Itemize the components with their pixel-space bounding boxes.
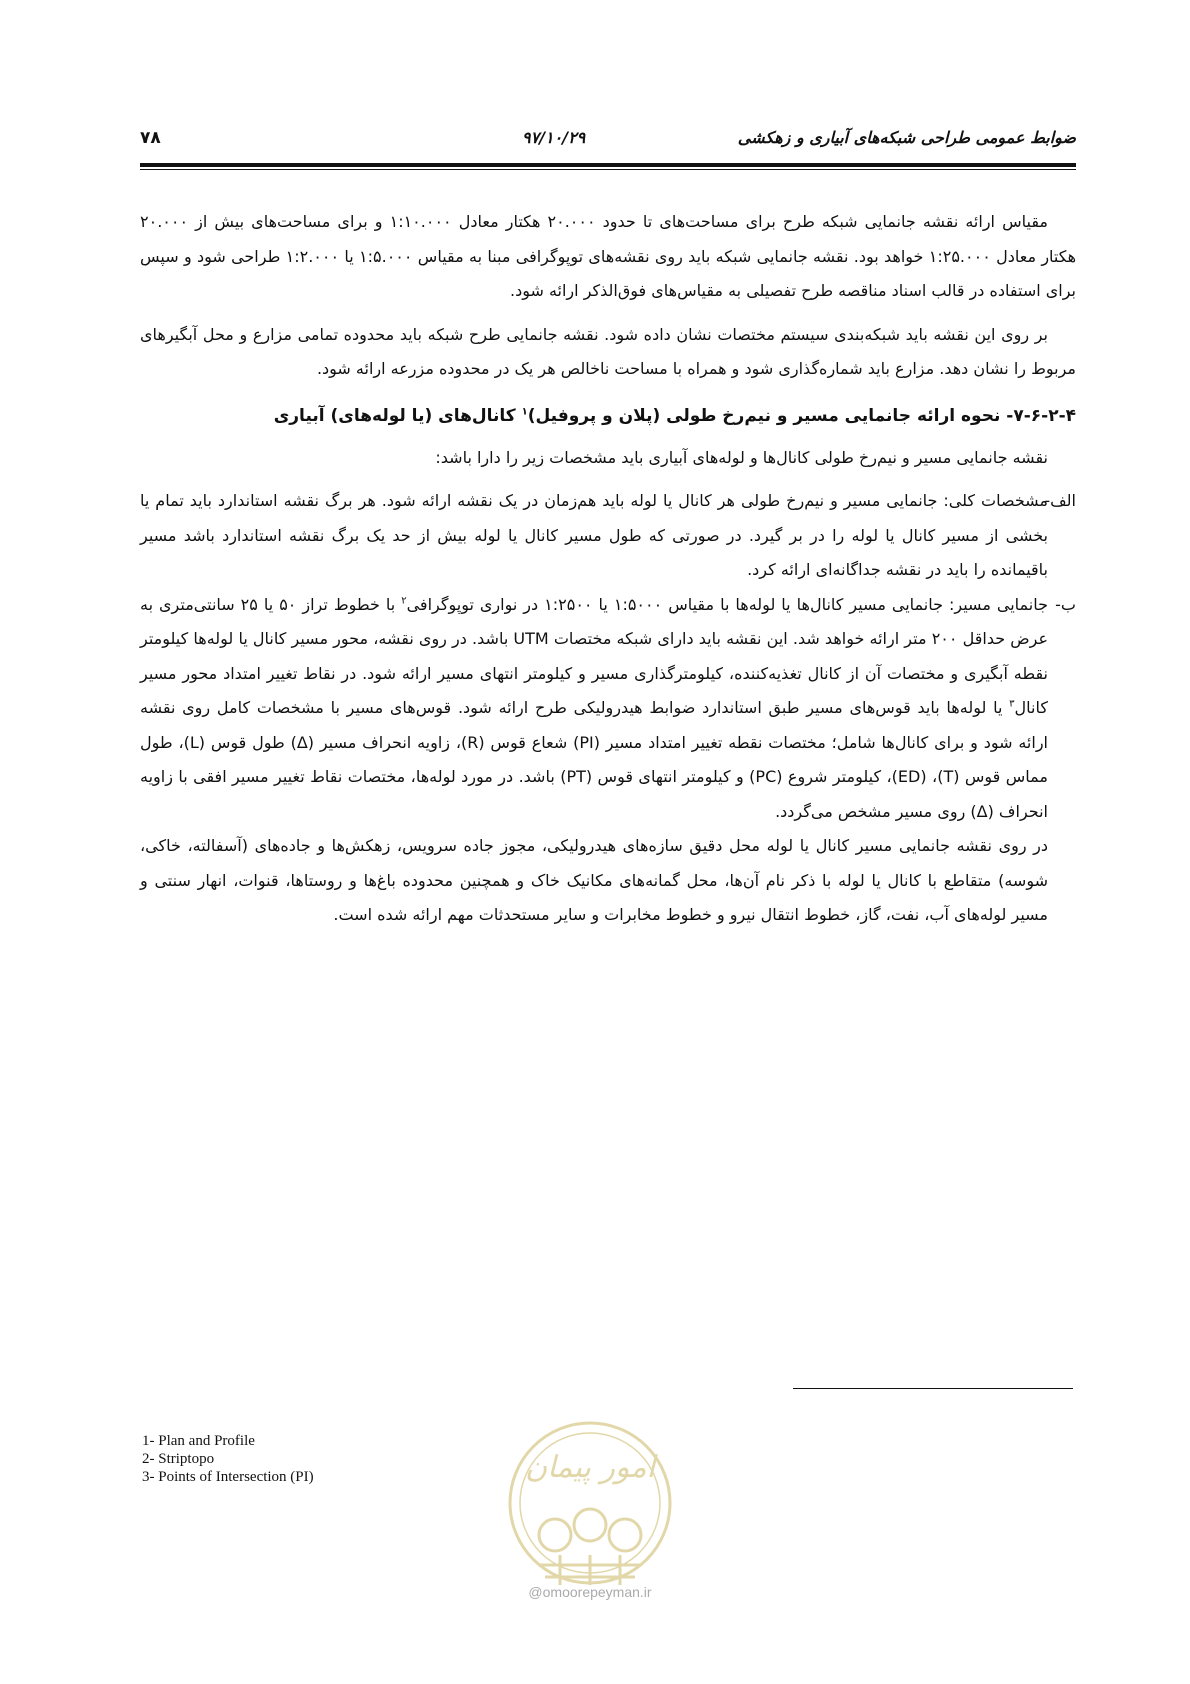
paragraph-features: [140, 829, 1076, 933]
page-number: ۷۸: [140, 128, 161, 148]
watermark-site: @omoorepeyman.ir: [528, 1584, 652, 1600]
footnote-2: 2- Striptopo: [142, 1451, 215, 1467]
paragraph-features-text: در روی نقشه جانمایی مسیر کانال یا لوله محل دقیق سازه‌های هیدرولیکی، مجوز جاده سرویس، زهکش‌ها و جاده‌های (آسفالته، خاکی، شوسه) متقاطع با کانال یا لوله با ذکر نام آن‌ها، محل گمانه‌های مکانیک خاک و همچنین محدوده باغ‌ها و روستاها، قنوات، انهار سنتی و مسیر لوله‌های آب، نفت، گاز، خطوط انتقال نیرو و خطوط مخابرات و سایر مستحدثات مهم ارائه شده است.: [140, 836, 1048, 924]
header-date: ۹۷/۱۰/۲۹: [522, 128, 586, 147]
section-heading-text: ۷-۶-۲-۴- نحوه ارائه جانمایی مسیر و نیم‌رخ طولی (پلان و پروفیل): [527, 405, 1076, 426]
header-title: ضوابط عمومی طراحی شبکه‌های آبیاری و زهکشی: [737, 128, 1076, 147]
paragraph-intro: نقشه جانمایی مسیر و نیم‌رخ طولی کانال‌ها و لوله‌های آبیاری باید مشخصات زیر را دارا باشد:: [435, 447, 1048, 467]
paragraph-grid: بر روی این نقشه باید شبکه‌بندی سیستم مختصات نشان داده شود. نقشه جانمایی طرح شبکه باید محدوده تمامی مزارع و محل آبگیرهای مربوط را نشان دهد. مزارع باید شماره‌گذاری شود و همراه با مساحت ناخالص هر یک در محدوده مزرعه ارائه شود.: [140, 324, 1076, 378]
section-heading: [140, 399, 1076, 433]
list-marker-b: ب-: [1055, 594, 1076, 614]
list-item-route-text-1: جانمایی مسیر: جانمایی مسیر کانال‌ها یا لوله‌ها با مقیاس ۱:۵۰۰۰ یا ۱:۲۵۰۰ در نواری توپوگرافی: [406, 594, 1049, 614]
section-heading-tail: کانال‌های (یا لوله‌های) آبیاری: [273, 405, 522, 426]
main-content: [140, 205, 1076, 933]
list-item-route-text-3: یا لوله‌ها باید قوس‌های مسیر طبق استاندارد ضوابط هیدرولیکی طرح ارائه شود. قوس‌های مسیر با مشخصات کامل روی نقشه ارائه شود و برای کانال‌ها شامل؛ مختصات نقطه تغییر امتداد مسیر (PI) شعاع قوس (R)، زاویه انحراف مسیر (Δ) طول قوس (L)، طول مماس قوس (T)، (ED)، کیلومتر شروع (PC) و کیلومتر انتهای قوس (PT) باشد. در مورد لوله‌ها، مختصات نقاط تغییر مسیر افقی با زاویه انحراف (Δ) روی مسیر مشخص می‌گردد.: [140, 698, 1048, 821]
footnote-1: 1- Plan and Profile: [142, 1433, 255, 1449]
svg-text:امور پیمان: امور پیمان: [525, 1450, 655, 1485]
paragraph-scale: مقیاس ارائه نقشه جانمایی شبکه طرح برای مساحت‌های تا حدود ۲۰.۰۰۰ هکتار معادل ۱:۱۰.۰۰۰ و برای مساحت‌های بیش از ۲۰.۰۰۰ هکتار معادل ۱:۲۵.۰۰۰ خواهد بود. نقشه جانمایی شبکه باید روی نقشه‌های توپوگرافی مبنا به مقیاس ۱:۵.۰۰۰ یا ۱:۲.۰۰۰ طراحی شود و سپس برای استفاده در قالب اسناد مناقصه طرح تفصیلی به مقیاس‌های فوق‌الذکر ارائه شود.: [140, 212, 1077, 300]
footnote-ref-2: ۲: [401, 595, 407, 607]
footnote-3: 3- Points of Intersection (PI): [142, 1469, 314, 1485]
list-item-general: [140, 484, 1076, 588]
header-rule-thin: [140, 169, 1076, 170]
footnotes: [142, 1432, 562, 1486]
list-item-route-text-2: با خطوط تراز ۵۰ یا ۲۵ سانتی‌متری به عرض حداقل ۲۰۰ متر ارائه خواهد شد. این نقشه باید دارای شبکه مختصات UTM باشد. در روی نقشه، محور مسیر کانال یا لوله‌ها کیلومتر نقطه آبگیری و مختصات آن از کانال تغذیه‌کننده، کیلومترگذاری مسیر و کیلومتر انتهای مسیر ارائه شود. در نقاط تغییر امتداد محور مسیر کانال: [140, 594, 1048, 717]
list-marker-a: الف-: [1044, 491, 1076, 510]
footnote-ref-1: ۱: [521, 405, 528, 417]
footnote-rule: [793, 1388, 1073, 1389]
page-header: [140, 128, 1076, 158]
footnote-ref-3: ۳: [1009, 698, 1015, 710]
list-item-general-text: مشخصات کلی: جانمایی مسیر و نیم‌رخ طولی هر کانال یا لوله باید هم‌زمان در یک نقشه ارائه شود. هر برگ نقشه استاندارد باید تمام یا بخشی از مسیر کانال یا لوله را در بر گیرد. در صورتی که طول مسیر کانال یا لوله بیش از حد یک برگ نقشه استاندارد باشد مسیر باقیمانده را باید در نقشه جداگانه‌ای ارائه کرد.: [140, 491, 1048, 579]
watermark-logo: [500, 1415, 680, 1600]
header-rule-thick: [140, 163, 1076, 167]
list-item-route: [140, 588, 1076, 830]
